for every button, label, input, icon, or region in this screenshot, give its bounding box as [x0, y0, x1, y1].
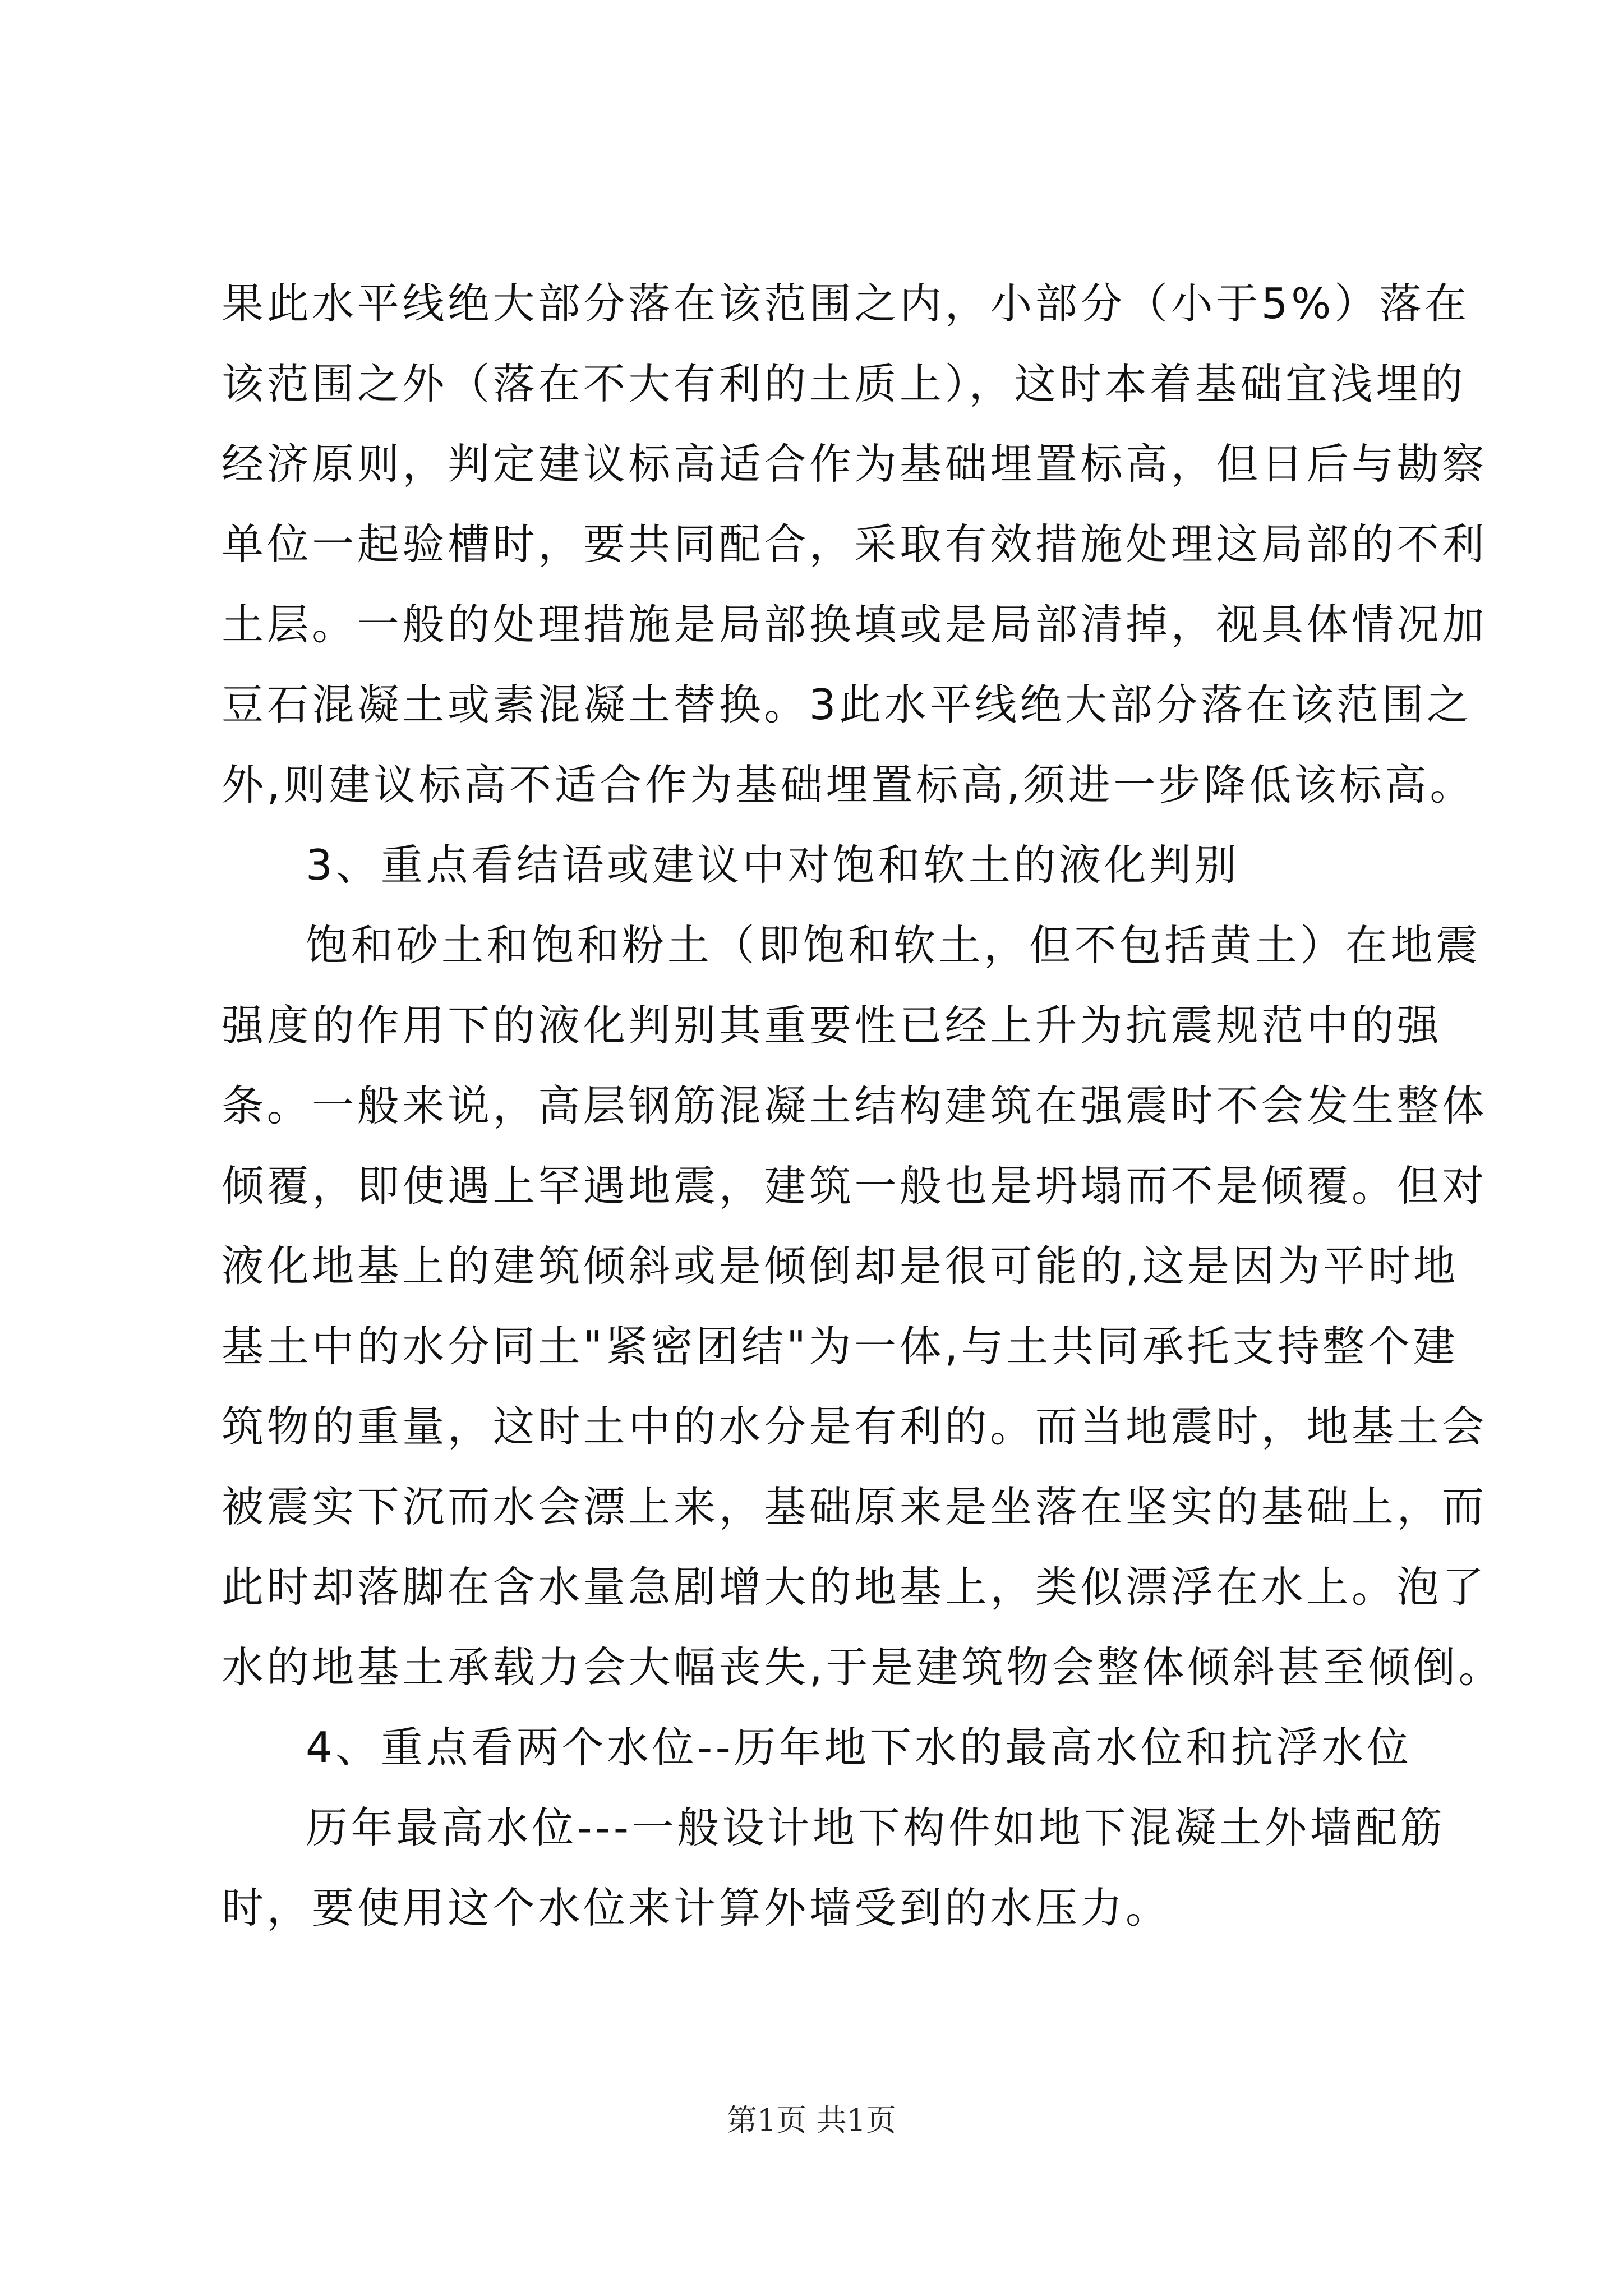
text-line: 倾覆，即使遇上罕遇地震，建筑一般也是坍塌而不是倾覆。但对 — [222, 1161, 1487, 1211]
text-line: 该范围之外（落在不大有利的土质上），这时本着基础宜浅埋的 — [222, 359, 1467, 408]
text-line: 水的地基土承载力会大幅丧失,于是建筑物会整体倾斜甚至倾倒。 — [222, 1642, 1504, 1692]
text-line: 饱和砂土和饱和粉土（即饱和软土，但不包括黄土）在地震 — [306, 921, 1481, 970]
text-line: 外,则建议标高不适合作为基础埋置标高,须进一步降低该标高。 — [222, 760, 1476, 809]
text-line: 条。一般来说，高层钢筋混凝土结构建筑在强震时不会发生整体 — [222, 1081, 1487, 1130]
text-line: 被震实下沉而水会漂上来，基础原来是坐落在坚实的基础上，而 — [222, 1482, 1487, 1531]
document-body — [222, 264, 1504, 1948]
text-line: 此时却落脚在含水量急剧增大的地基上，类似漂浮在水上。泡了 — [222, 1562, 1487, 1612]
page-footer: 第1页 共1页 — [727, 2102, 896, 2138]
text-line: 单位一起验槽时，要共同配合，采取有效措施处理这局部的不利 — [222, 519, 1487, 569]
section-heading-4: 4、重点看两个水位--历年地下水的最高水位和抗浮水位 — [306, 1723, 1412, 1772]
text-line: 历年最高水位---一般设计地下构件如地下混凝土外墙配筋 — [306, 1803, 1446, 1852]
text-line: 液化地基上的建筑倾斜或是倾倒却是很可能的,这是因为平时地 — [222, 1241, 1459, 1291]
text-line: 经济原则，判定建议标高适合作为基础埋置标高，但日后与勘察 — [222, 439, 1487, 489]
text-line: 时，要使用这个水位来计算外墙受到的水压力。 — [222, 1883, 1171, 1932]
text-line: 基土中的水分同土"紧密团结"为一体,与土共同承托支持整个建 — [222, 1322, 1459, 1371]
text-line: 豆石混凝土或素混凝土替换。3此水平线绝大部分落在该范围之 — [222, 680, 1472, 729]
text-line: 土层。一般的处理措施是局部换填或是局部清掉，视具体情况加 — [222, 600, 1487, 649]
text-line: 筑物的重量，这时土中的水分是有利的。而当地震时，地基土会 — [222, 1402, 1487, 1451]
text-line: 强度的作用下的液化判别其重要性已经上升为抗震规范中的强 — [222, 1001, 1442, 1050]
text-line: 果此水平线绝大部分落在该范围之内，小部分（小于5%）落在 — [222, 279, 1470, 328]
section-heading-3: 3、重点看结语或建议中对饱和软土的液化判别 — [306, 840, 1240, 890]
